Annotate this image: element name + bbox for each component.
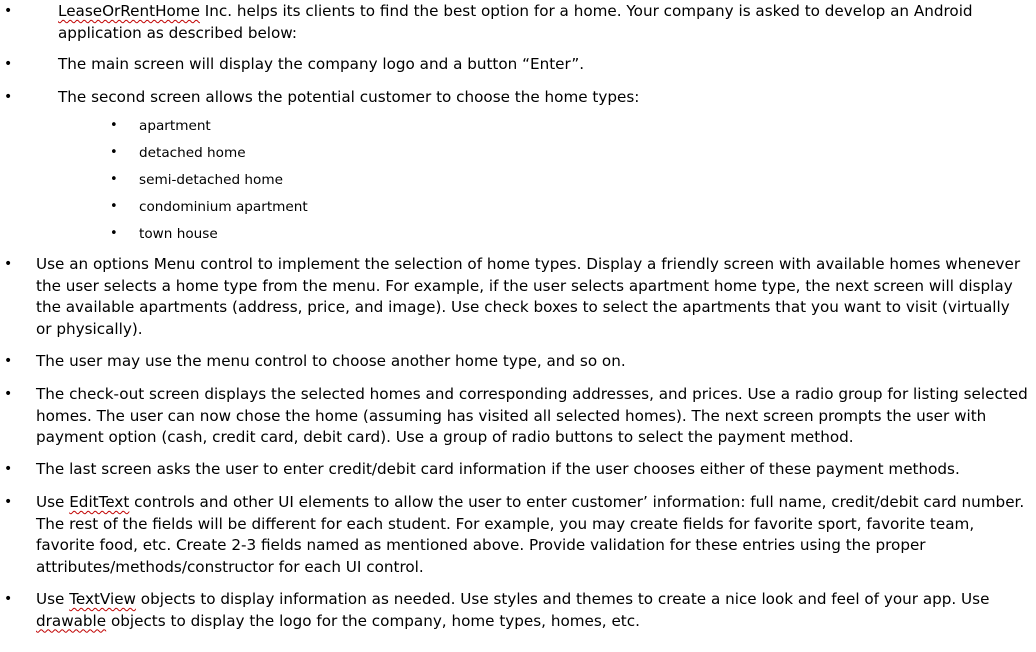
company-name: LeaseOrRentHome — [58, 2, 200, 20]
last-screen-text: The last screen asks the user to enter credit/debit card information if the user chooses either of these payment methods. — [36, 460, 960, 478]
bullet: • — [110, 118, 118, 133]
options-menu-text: Use an options Menu control to implement the selection of home types. Display a friendly screen with available homes whenever the user selects a home type from the menu. For example, if the user selects apartment home type, the next screen will display the available apartments (address, price, and image). Use check boxes to select the apartments that you want to visit (virtually or physically). — [36, 255, 1021, 338]
list-item-checkout — [0, 384, 1036, 450]
home-type-label: semi-detached home — [139, 172, 283, 188]
list-item-main-screen — [0, 54, 1036, 76]
list-item-textview — [0, 589, 1036, 633]
edittext-term: EditText — [69, 493, 130, 511]
bullet: • — [110, 226, 118, 241]
list-item-last-screen — [0, 459, 1036, 481]
home-type-label: apartment — [139, 118, 211, 134]
textview-text: Use TextView objects to display information as needed. Use styles and themes to create a nice look and feel of your app. Use drawable objects to display the logo for the company, home types, homes, etc. — [36, 590, 990, 630]
bullet: • — [4, 256, 13, 272]
home-type-label: detached home — [139, 145, 246, 161]
bullet: • — [4, 591, 13, 607]
bullet: • — [110, 145, 118, 160]
bullet: • — [4, 3, 13, 19]
home-type-item — [0, 117, 1036, 135]
home-type-label: town house — [139, 226, 218, 242]
intro-text: LeaseOrRentHome Inc. helps its clients to find the best option for a home. Your company is asked to develop an Android application as described below: — [58, 2, 973, 42]
edittext-text: Use EditText controls and other UI elements to allow the user to enter customer’ information: full name, credit/debit card number. The rest of the fields will be different for each student. For example, you may create fields for favorite sport, favorite team, favorite food, etc. Create 2-3 fields named as mentioned above. Provide validation for these entries using the proper attributes/methods/constructor for each UI control. — [36, 493, 1025, 576]
bullet: • — [4, 56, 13, 72]
home-type-item — [0, 144, 1036, 162]
second-screen-text: The second screen allows the potential customer to choose the home types: — [58, 88, 640, 106]
bullet: • — [110, 199, 118, 214]
bullet: • — [110, 172, 118, 187]
bullet: • — [4, 386, 13, 402]
bullet: • — [4, 494, 13, 510]
home-type-label: condominium apartment — [139, 199, 308, 215]
list-item-menu-control — [0, 351, 1036, 373]
home-type-item — [0, 171, 1036, 189]
bullet: • — [4, 353, 13, 369]
bullet: • — [4, 461, 13, 477]
drawable-term: drawable — [36, 611, 107, 630]
list-item-intro — [0, 1, 1036, 45]
bullet: • — [4, 89, 13, 105]
list-item-edittext — [0, 492, 1036, 580]
textview-term: TextView — [69, 590, 136, 608]
list-item-second-screen — [0, 87, 1036, 109]
home-type-item — [0, 225, 1036, 243]
menu-control-text: The user may use the menu control to choose another home type, and so on. — [36, 352, 626, 370]
main-screen-text: The main screen will display the company logo and a button “Enter”. — [58, 55, 585, 73]
home-type-item — [0, 198, 1036, 216]
list-item-options-menu — [0, 254, 1036, 342]
checkout-text: The check-out screen displays the selected homes and corresponding addresses, and prices. Use a radio group for listing selected homes. The user can now chose the home (assuming has visited all selected homes). The next screen prompts the user with payment option (cash, credit card, debit card). Use a group of radio buttons to select the payment method. — [36, 385, 1028, 446]
